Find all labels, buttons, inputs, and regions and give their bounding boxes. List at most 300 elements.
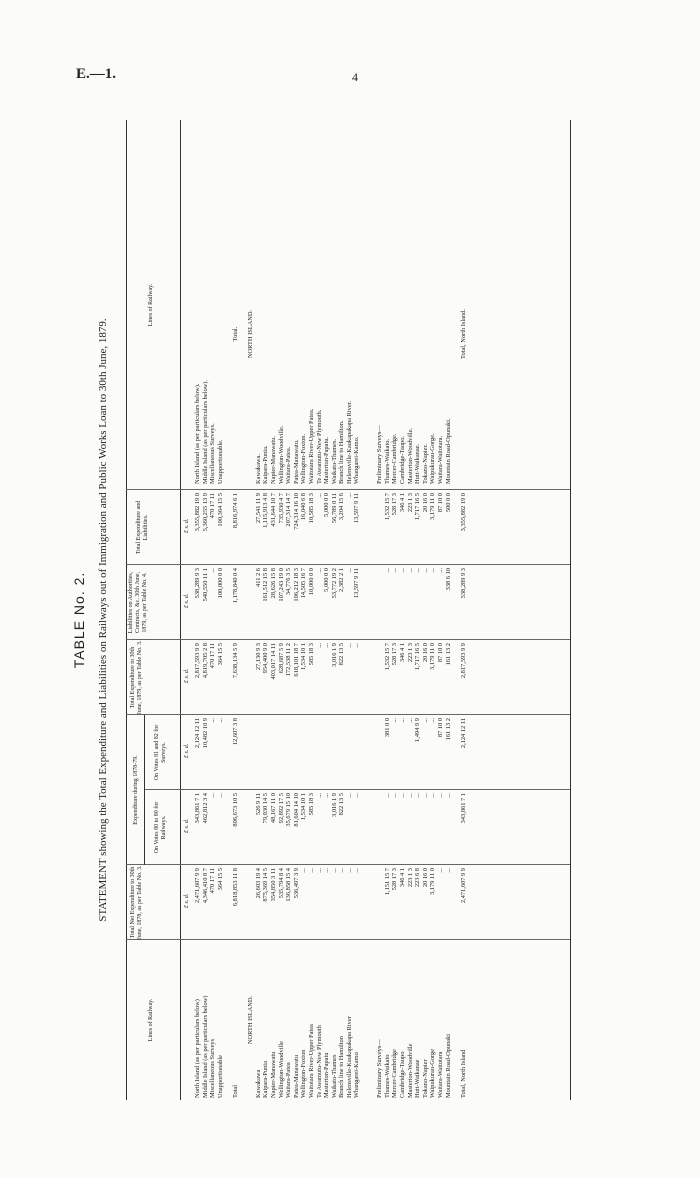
summary-row-total-net: 364 15 5 — [216, 868, 224, 891]
north-line-row-total: 735,930 4 7 — [277, 493, 285, 524]
row-gap — [247, 793, 255, 863]
survey-row-total: 223 1 3 — [406, 493, 414, 513]
row-gap — [361, 568, 369, 638]
survey-row-liab: ... — [391, 568, 399, 573]
north-line-row-line: Branch line to Hamilton — [338, 1036, 346, 1098]
row-gap — [240, 718, 248, 788]
rhs-north-line: Te Awamutu-New Plymouth. — [315, 409, 323, 484]
summary-row-total-exp: 470 17 11 — [209, 643, 217, 669]
rhs-north-island-total: Total, North Island. — [459, 309, 467, 359]
north-line-row-total-net: 26,603 19 4 — [254, 868, 262, 899]
north-line-row-total-net: ... — [330, 868, 338, 873]
survey-row-total-exp: 1,717 16 5 — [414, 643, 422, 671]
north-line-row-total-exp: ... — [315, 643, 323, 648]
north-line-row-line: Wellington-Foxton — [300, 1049, 308, 1098]
north-island-total-row-liab: 538,289 9 3 — [459, 568, 467, 599]
units-label: £ s. d. — [184, 518, 190, 533]
row-gap — [247, 868, 255, 938]
north-line-row-liab: 53,772 19 2 — [330, 568, 338, 599]
north-line-row-votes-surv — [293, 718, 301, 788]
north-line-row-total-exp: ... — [345, 643, 353, 648]
rhs-north-line: Helensville-Kaukapakapa River. — [345, 400, 353, 484]
north-line-row-votes-surv — [316, 718, 324, 788]
header-top-rule — [126, 120, 127, 1100]
row-gap — [247, 568, 255, 638]
north-line-row-line: Waitotara River-Upper Patea — [307, 1024, 315, 1098]
north-line-row-total: 207,314 14 7 — [285, 493, 293, 527]
col-heading-liabilities: Liabilities on Authorities, Contracts, &c. 30th June, 1879, as per Table No. 4. — [128, 571, 148, 634]
rhs-survey-line: Mercer-Cambridge. — [391, 433, 399, 484]
survey-row-total-exp: 528 17 3 — [391, 643, 399, 666]
row-gap — [369, 643, 377, 713]
north-line-row-votes-surv — [353, 718, 361, 788]
row-gap — [452, 793, 460, 863]
exp-group-rule — [144, 715, 145, 865]
rhs-survey-line: Masterton-Woodville. — [406, 427, 414, 484]
survey-row-line: Cambridge-Taupo — [399, 1051, 407, 1098]
survey-row-line: Waipukurau-Gorge — [429, 1048, 437, 1098]
row-gap — [240, 942, 248, 1098]
survey-row-total: 20 16 0 — [421, 493, 429, 513]
survey-row-line: Masterton-Woodville — [406, 1043, 414, 1098]
north-line-row-votes-rail: 526 9 11 — [254, 793, 262, 816]
north-line-row-total-net: ... — [307, 868, 315, 873]
north-line-row-votes-rail: 3,016 1 9 — [330, 793, 338, 817]
summary-total-row-total-net: 6,818,853 11 8 — [231, 868, 239, 907]
rhs-north-line: Waitotara River-Upper Patea. — [307, 408, 315, 484]
survey-row-votes-rail: ... — [414, 793, 422, 798]
row-gap — [361, 868, 369, 938]
north-line-row-votes-surv — [331, 718, 339, 788]
rhs-north-line: Patea-Manawatu. — [292, 439, 300, 484]
units-label: £ s. d. — [184, 893, 190, 908]
north-line-row-votes-rail: 1,534 10 1 — [300, 793, 308, 821]
column-votes-railways — [194, 793, 467, 863]
north-line-row-total-net: 535,794 8 4 — [277, 868, 285, 899]
col-heading-exp-group: Expenditure during 1878-79. — [133, 755, 139, 825]
rhs-north-island-heading: NORTH ISLAND. — [247, 309, 255, 359]
north-line-row-total-exp: ... — [323, 643, 331, 648]
row-gap — [369, 868, 377, 938]
survey-row-votes-rail: ... — [399, 793, 407, 798]
row-gap — [240, 184, 248, 484]
survey-row-liab: ... — [399, 568, 407, 573]
survey-row-total-exp: 346 4 1 — [399, 643, 407, 663]
north-line-row-line: Helensville-Kaukapakapa River — [345, 1016, 353, 1098]
row-gap — [361, 718, 369, 788]
row-gap — [452, 942, 460, 1098]
north-line-row-total: 27,541 11 9 — [254, 493, 262, 524]
summary-row-votes-surv: 2,124 12 11 — [194, 718, 201, 749]
north-line-row-votes-rail: 79,030 14 5 — [262, 793, 270, 824]
section-heading-north-island: NORTH ISLAND. — [247, 995, 255, 1045]
north-line-row-votes-rail: ... — [345, 793, 353, 798]
north-line-row-votes-rail: 585 18 3 — [307, 793, 315, 816]
row-gap — [376, 568, 384, 638]
survey-row-line: Thames-Waikato — [383, 1054, 391, 1098]
summary-row-total-net: 2,471,607 9 9 — [194, 868, 201, 904]
col-heading-total-net: Total Net Expenditure to 30th June, 1878, as per Table No. 3. — [130, 865, 143, 940]
row-gap — [452, 184, 460, 484]
north-island-total-row-total: 3,355,882 19 0 — [459, 493, 467, 532]
north-line-row-total: 5,000 0 0 — [323, 493, 331, 517]
north-line-row-liab: 161,512 15 8 — [262, 568, 270, 602]
survey-row-total-net: ... — [437, 868, 444, 873]
column-total-exp — [194, 643, 467, 713]
north-line-row-liab: 5,000 0 0 — [323, 568, 331, 592]
north-line-row-total-exp: 954,400 9 0 — [262, 643, 270, 674]
north-line-row-total-exp: 403,017 14 11 — [269, 643, 277, 680]
north-line-row-liab: ... — [315, 568, 323, 573]
rhs-north-line: Napier-Manawatu. — [269, 436, 277, 484]
north-line-row-votes-surv — [346, 718, 354, 788]
north-line-row-line: Waikato-Thames — [330, 1054, 338, 1098]
row-gap — [452, 868, 460, 938]
row-gap — [240, 568, 248, 638]
rhs-survey-line: Tokano-Napier. — [421, 444, 429, 484]
summary-row-votes-rail: 462,812 3 4 — [201, 793, 209, 824]
rhs-survey-line: Mountain Road-Opunaki. — [444, 418, 452, 484]
row-gap — [361, 643, 369, 713]
survey-row-total: 346 4 1 — [399, 493, 407, 513]
north-line-row-total-net: 875,369 14 5 — [262, 868, 270, 902]
summary-total-row-line: Total — [231, 1084, 239, 1098]
row-gap — [224, 184, 232, 484]
north-line-row-liab: 14,505 16 7 — [300, 568, 308, 599]
row-gap — [376, 868, 384, 938]
row-gap — [452, 493, 460, 563]
survey-row-votes-surv: 161 13 2 — [444, 718, 452, 741]
north-line-row-total-net: 136,858 15 4 — [285, 868, 293, 902]
row-gap — [452, 568, 460, 638]
table-title: TABLE No. 2. — [71, 571, 87, 669]
units-label: £ s. d. — [184, 818, 190, 833]
survey-row-total: 3,179 11 0 — [429, 493, 437, 520]
col-heading-votes-surveys: On Votes 81 and 82 for Surveys. — [154, 724, 167, 781]
col-divider — [126, 564, 570, 565]
survey-row-votes-surv: 1,494 9 9 — [414, 718, 422, 742]
summary-row-total: 470 17 11 — [209, 493, 217, 519]
rhs-north-line: Kaipara-Punia. — [262, 445, 270, 484]
north-line-row-total-net: 536,497 3 9 — [292, 868, 300, 899]
north-line-row-total: 16,040 6 8 — [300, 493, 308, 521]
north-line-row-votes-rail: 822 13 5 — [338, 793, 346, 816]
summary-row-votes-rail: ... — [209, 793, 217, 798]
north-line-row-liab: 107,243 19 0 — [277, 568, 285, 602]
north-line-row-total-exp: ... — [353, 643, 361, 648]
rhs-north-line: Waitara-Patea. — [285, 446, 293, 484]
rotated-table-region — [70, 120, 630, 1120]
summary-row-liab: ... — [209, 568, 217, 573]
north-line-row-total-net: ... — [353, 868, 361, 873]
row-gap — [224, 643, 232, 713]
north-island-total-row-line: Total, North Island — [459, 1049, 467, 1098]
north-line-row-votes-surv — [308, 718, 316, 788]
north-line-row-total: 56,789 0 11 — [330, 493, 338, 524]
row-gap — [224, 868, 232, 938]
summary-row-total: 100,364 15 5 — [216, 493, 224, 527]
north-line-row-votes-surv — [323, 718, 331, 788]
north-line-row-total-net: ... — [323, 868, 331, 873]
summary-row-line: North Island (as per particulars below) — [194, 999, 201, 1098]
row-gap — [240, 793, 248, 863]
rhs-summary-line: North Island (as per particulars below). — [194, 383, 201, 484]
survey-row-total-net: 223 1 3 — [406, 868, 414, 888]
table-subtitle: STATEMENT showing the Total Expenditure and Liabilities on Railways out of Immigration and Public Works Loan to 30th June, 1879. — [97, 318, 109, 922]
north-island-total-row-votes-rail: 343,861 7 1 — [459, 793, 467, 824]
north-line-row-total: 431,644 10 7 — [269, 493, 277, 527]
north-line-row-votes-rail: ... — [323, 793, 331, 798]
summary-total-row-liab: 1,178,840 0 4 — [231, 568, 239, 604]
row-gap — [376, 793, 384, 863]
rhs-north-line: Waikato-Thames. — [330, 438, 338, 484]
survey-row-total: 500 0 0 — [444, 493, 452, 513]
survey-row-votes-rail: ... — [444, 793, 452, 798]
north-line-row-line: Patea-Manawatu — [292, 1055, 300, 1098]
page-reference: E.—1. — [76, 66, 117, 82]
north-line-row-liab: ... — [345, 568, 353, 573]
col-divider — [126, 714, 570, 715]
north-line-row-total-exp: 3,016 1 9 — [330, 643, 338, 667]
survey-row-total-exp: 161 13 2 — [444, 643, 452, 666]
survey-row-total-net: 528 17 3 — [391, 868, 399, 891]
north-line-row-total: 1,115,913 4 8 — [262, 493, 270, 528]
north-line-row-total: 3,204 15 6 — [338, 493, 346, 521]
col-divider — [126, 864, 570, 865]
north-line-row-votes-surv — [338, 718, 346, 788]
survey-row-votes-surv: 87 10 0 — [437, 718, 444, 738]
north-line-row-liab: 411 2 6 — [254, 568, 262, 587]
row-gap — [361, 493, 369, 563]
summary-row-total: 3,355,882 19 0 — [194, 493, 201, 532]
summary-row-line: Middle Island (as per particulars below) — [201, 995, 209, 1098]
north-line-row-line: Waitara-Patea — [285, 1062, 293, 1098]
column-liabilities — [194, 568, 467, 638]
north-line-row-votes-rail: 48,167 11 0 — [269, 793, 277, 824]
north-line-row-votes-surv — [300, 718, 308, 788]
survey-row-liab: ... — [414, 568, 422, 573]
rhs-north-line: Branch line to Hamilton. — [338, 420, 346, 484]
col-heading-total-exp-liab: Total Expenditure and Liabilities. — [136, 500, 149, 555]
survey-row-votes-rail: ... — [437, 793, 444, 798]
col-divider — [126, 639, 570, 640]
north-line-row-total: ... — [315, 493, 323, 498]
survey-row-votes-rail: ... — [421, 793, 429, 798]
rhs-survey-line: Waitara-Waitotara. — [437, 435, 444, 484]
north-line-row-line: Napier-Manawatu — [269, 1051, 277, 1098]
rhs-survey-line: Thames-Waikato. — [383, 438, 391, 484]
summary-row-votes-rail: 343,861 7 1 — [194, 793, 201, 824]
survey-row-votes-rail: ... — [429, 793, 437, 798]
north-island-total-row-total-exp: 2,817,593 9 9 — [459, 643, 467, 679]
summary-row-votes-rail: ... — [216, 793, 224, 798]
summary-row-total-exp: 4,819,705 2 8 — [201, 643, 209, 679]
summary-row-liab: 540,550 11 1 — [201, 568, 209, 602]
north-line-row-votes-rail: 81,604 14 10 — [292, 793, 300, 827]
row-gap — [361, 793, 369, 863]
column-lines — [194, 942, 467, 1098]
column-total-net — [194, 868, 467, 938]
row-gap — [369, 184, 377, 484]
north-line-row-liab: 28,626 15 8 — [269, 568, 277, 599]
north-line-row-total: 10,585 18 3 — [307, 493, 315, 524]
col-heading-votes-railways: On Votes 80 to 80 for Railways. — [154, 801, 167, 854]
section-heading-preliminary-surveys: Preliminary Surveys— — [376, 1039, 384, 1098]
north-line-row-total-net: 354,850 3 11 — [269, 868, 277, 902]
survey-row-liab: ... — [383, 568, 391, 573]
summary-row-total-net: 470 17 11 — [209, 868, 217, 894]
north-line-row-line: Te Awamutu-New Plymouth — [315, 1025, 323, 1098]
row-gap — [376, 718, 384, 788]
survey-row-total-exp: 87 10 0 — [437, 643, 444, 663]
survey-row-total-net: ... — [444, 868, 452, 873]
north-line-row-liab: 2,382 2 1 — [338, 568, 346, 592]
row-gap — [240, 868, 248, 938]
north-island-total-row-total-net: 2,471,607 9 9 — [459, 868, 467, 904]
rhs-summary-line: Unapportionable. — [216, 439, 224, 484]
survey-row-liab: ... — [429, 568, 437, 573]
row-gap — [224, 493, 232, 563]
north-line-row-liab: 106,212 18 3 — [292, 568, 300, 602]
rhs-summary-line: Miscellaneous Surveys. — [209, 423, 217, 484]
rhs-summary-total: Total. — [231, 326, 239, 342]
row-gap — [369, 793, 377, 863]
rhs-north-line: Kawakawa. — [254, 454, 262, 484]
summary-row-total-exp: 2,817,593 9 9 — [194, 643, 201, 679]
row-gap — [240, 643, 248, 713]
north-line-row-votes-surv — [278, 718, 286, 788]
survey-row-votes-rail: ... — [406, 793, 414, 798]
survey-row-total: 87 10 0 — [437, 493, 444, 513]
summary-row-votes-surv: 10,482 10 9 — [201, 718, 209, 749]
survey-row-liab: ... — [406, 568, 414, 573]
rhs-survey-line: Cambridge-Taupo. — [399, 435, 407, 484]
rhs-north-line: Masterton-Papatu. — [323, 436, 331, 484]
rhs-north-line: Whangarei-Kamo. — [353, 436, 361, 484]
header-bottom-rule — [180, 120, 181, 1100]
north-line-row-total: 724,314 16 10 — [292, 493, 300, 530]
north-line-row-total-net: ... — [345, 868, 353, 873]
summary-total-row-votes-rail: 806,673 10 5 — [231, 793, 239, 827]
north-line-row-votes-surv — [262, 718, 270, 788]
north-line-row-total-exp: 1,534 10 1 — [300, 643, 308, 671]
north-line-row-line: Masterton-Papatu — [323, 1052, 331, 1098]
survey-row-total: 528 17 3 — [391, 493, 399, 516]
summary-row-line: Miscellaneous Surveys — [209, 1038, 217, 1098]
row-gap — [369, 942, 377, 1098]
rhs-north-line: Wellington-Woodville. — [277, 425, 285, 484]
summary-row-line: Unapportionable — [216, 1055, 224, 1098]
north-line-row-total: ... — [345, 493, 353, 498]
summary-row-votes-surv: ... — [209, 718, 217, 723]
survey-row-votes-rail: ... — [391, 793, 399, 798]
north-line-row-line: Whangarei-Kamo — [353, 1052, 361, 1098]
survey-row-total-net: 20 16 0 — [421, 868, 429, 888]
units-label: £ s. d. — [184, 668, 190, 683]
rhs-survey-line: Waipukurau-Gorge. — [429, 433, 437, 484]
survey-row-line: Mountain Road-Opunaki — [444, 1033, 452, 1098]
summary-row-total: 5,360,255 13 9 — [201, 493, 209, 532]
north-line-row-total: 13,597 9 11 — [353, 493, 361, 524]
survey-row-total-exp: 20 16 0 — [421, 643, 429, 663]
rhs-summary-line: Middle Island (as per particulars below). — [201, 380, 209, 484]
rhs-north-line: Wellington-Foxton. — [300, 433, 308, 484]
col-heading-lines: Lines of Railway. — [148, 998, 154, 1042]
col-heading-total-exp: Total Expenditure to 30th June, 1879, as per Table No. 3. — [130, 640, 143, 715]
survey-row-votes-surv: ... — [421, 718, 429, 723]
north-line-row-line: Kaipara-Punia — [262, 1061, 270, 1098]
survey-row-line: Waitara-Waitotara — [437, 1051, 444, 1098]
units-label: £ s. d. — [184, 593, 190, 608]
survey-row-total-exp: 1,532 15 7 — [383, 643, 391, 671]
survey-row-total: 1,717 16 5 — [414, 493, 422, 521]
north-line-row-total-exp: 822 13 5 — [338, 643, 346, 666]
table-sheet — [70, 120, 630, 1120]
row-gap — [224, 568, 232, 638]
survey-row-total-exp: 3,179 11 0 — [429, 643, 437, 670]
row-gap — [452, 718, 460, 788]
north-line-row-total-exp: 618,101 18 7 — [292, 643, 300, 677]
north-line-row-liab: 13,597 9 11 — [353, 568, 361, 599]
survey-row-votes-rail: ... — [383, 793, 391, 798]
north-line-row-votes-surv — [255, 718, 263, 788]
row-gap — [361, 942, 369, 1098]
survey-row-total-net: 346 4 1 — [399, 868, 407, 888]
page-header — [0, 0, 700, 110]
survey-row-votes-surv: ... — [391, 718, 399, 723]
north-line-row-line: Kawakawa — [254, 1069, 262, 1098]
units-label: £ s. d. — [184, 743, 190, 758]
north-line-row-total-net: ... — [338, 868, 346, 873]
row-gap — [247, 493, 255, 563]
summary-total-row-votes-surv: 12,607 3 8 — [231, 718, 239, 746]
col-divider — [144, 789, 570, 790]
row-gap — [247, 643, 255, 713]
row-gap — [247, 718, 255, 788]
survey-row-total-exp: 223 1 3 — [406, 643, 414, 663]
summary-row-total-exp: 364 15 5 — [216, 643, 224, 666]
summary-row-liab: 538,289 9 3 — [194, 568, 201, 599]
row-gap — [224, 793, 232, 863]
survey-row-line: Hutt-Waikanae — [414, 1059, 422, 1098]
rhs-preliminary-surveys-heading: Preliminary Surveys— — [376, 425, 384, 484]
survey-row-line: Tokano-Napier — [421, 1059, 429, 1098]
survey-row-liab: 338 6 10 — [444, 568, 452, 591]
footer-rule — [570, 120, 571, 1100]
north-line-row-liab: 10,000 0 0 — [307, 568, 315, 596]
row-gap — [224, 718, 232, 788]
north-line-row-votes-surv — [285, 718, 293, 788]
row-gap — [224, 942, 232, 1098]
survey-row-votes-surv: 381 0 0 — [383, 718, 391, 738]
north-line-row-total-net: ... — [300, 868, 308, 873]
col-divider — [126, 939, 570, 940]
north-line-row-liab: 34,776 3 5 — [285, 568, 293, 596]
survey-row-total: 1,532 15 7 — [383, 493, 391, 521]
row-gap — [452, 643, 460, 713]
col-heading-lines-rhs: Lines of Railway. — [148, 283, 154, 327]
survey-row-line: Mercer-Cambridge — [391, 1049, 399, 1098]
north-line-row-votes-rail: 35,679 15 10 — [285, 793, 293, 827]
row-gap — [376, 493, 384, 563]
page-number: 4 — [352, 70, 358, 84]
row-gap — [369, 718, 377, 788]
summary-total-row-total-exp: 7,638,134 5 9 — [231, 643, 239, 679]
north-line-row-votes-rail: ... — [315, 793, 323, 798]
north-line-row-votes-surv — [270, 718, 278, 788]
north-line-row-votes-rail: ... — [353, 793, 361, 798]
survey-row-votes-surv: ... — [399, 718, 407, 723]
